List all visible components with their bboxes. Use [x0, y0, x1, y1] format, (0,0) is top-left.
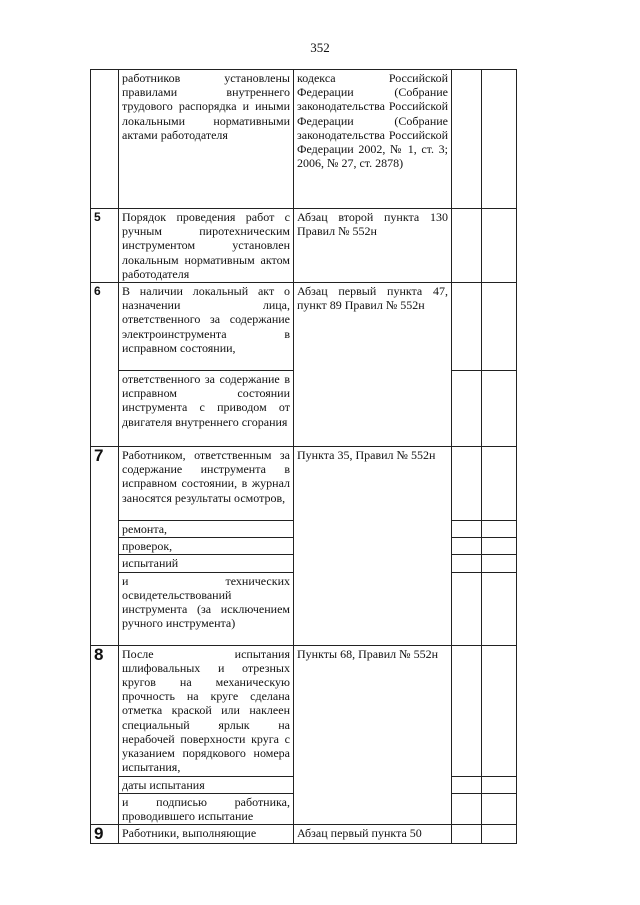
requirement-cell: Порядок проведения работ с ручным пиротехническим инструментом установлен локальным нормативным актом работодателя: [119, 209, 294, 283]
table-row: [91, 70, 517, 209]
reference-cell: Пункта 35, Правил № 552н: [294, 447, 452, 646]
requirement-subcell: проверок,: [119, 538, 294, 555]
answer-cell-yes: [452, 521, 482, 538]
reference-cell: Абзац первый пункта 47, пункт 89 Правил № 552н: [294, 283, 452, 447]
requirement-cell: работников установлены правилами внутреннего трудового распорядка и иными локальными нормативными актами работодателя: [119, 70, 294, 209]
answer-cell-no: [482, 572, 517, 645]
answer-cell-yes: [452, 447, 482, 521]
answer-cell-yes: [452, 555, 482, 572]
reference-cell: Пункты 68, Правил № 552н: [294, 645, 452, 825]
answer-cell-no: [482, 555, 517, 572]
requirement-subcell: и технических освидетельствований инструмента (за исключением ручного инструмента): [119, 572, 294, 645]
requirement-subcell: и подписью работника, проводившего испытание: [119, 793, 294, 824]
requirement-subcell: ремонта,: [119, 521, 294, 538]
reference-cell: кодекса Российской Федерации (Собрание законодательства Российской Федерации (Собрание законодательства Российской Федерации 2002, № 1, ст. 3; 2006, № 27, ст. 2878): [294, 70, 452, 209]
answer-cell-no: [482, 521, 517, 538]
table-row: [91, 209, 517, 283]
requirement-subcell: даты испытания: [119, 776, 294, 793]
answer-cell-no: [482, 283, 517, 371]
answer-cell-yes: [452, 793, 482, 824]
answer-cell-no: [482, 371, 517, 447]
reference-cell: Абзац первый пункта 50: [294, 825, 452, 844]
answer-cell-yes: [452, 283, 482, 371]
requirement-subcell: ответственного за содержание в исправном состоянии инструмента с приводом от двигателя внутреннего сгорания: [119, 371, 294, 447]
answer-cell-yes: [452, 572, 482, 645]
row-number: 8: [91, 645, 119, 825]
reference-cell: Абзац второй пункта 130 Правил № 552н: [294, 209, 452, 283]
answer-cell-yes: [452, 645, 482, 776]
answer-cell-no: [482, 70, 517, 209]
answer-cell-no: [482, 447, 517, 521]
answer-cell-no: [482, 825, 517, 844]
requirement-cell: В наличии локальный акт о назначении лица, ответственного за содержание электроинструмента в исправном состоянии,: [119, 283, 294, 371]
table-row: [91, 645, 517, 776]
row-number: 6: [91, 283, 119, 447]
answer-cell-yes: [452, 825, 482, 844]
answer-cell-no: [482, 776, 517, 793]
row-number: 5: [91, 209, 119, 283]
table-row: [91, 825, 517, 844]
answer-cell-no: [482, 538, 517, 555]
requirement-subcell: испытаний: [119, 555, 294, 572]
row-number: 7: [91, 447, 119, 646]
answer-cell-no: [482, 793, 517, 824]
checklist-table: [90, 69, 517, 844]
answer-cell-no: [482, 645, 517, 776]
answer-cell-yes: [452, 776, 482, 793]
table-row: [91, 447, 517, 521]
answer-cell-yes: [452, 209, 482, 283]
row-number: [91, 70, 119, 209]
table-row: [91, 283, 517, 371]
requirement-cell: После испытания шлифовальных и отрезных кругов на механическую прочность на круге сделана отметка краской или наклеен специальный ярлык на нерабочей поверхности круга с указанием порядкового номера испытания,: [119, 645, 294, 776]
answer-cell-yes: [452, 538, 482, 555]
requirement-cell: Работники, выполняющие: [119, 825, 294, 844]
answer-cell-yes: [452, 70, 482, 209]
page-number: 352: [310, 40, 330, 55]
answer-cell-yes: [452, 371, 482, 447]
answer-cell-no: [482, 209, 517, 283]
requirement-cell: Работником, ответственным за содержание инструмента в исправном состоянии, в журнал заносятся результаты осмотров,: [119, 447, 294, 521]
row-number: 9: [91, 825, 119, 844]
